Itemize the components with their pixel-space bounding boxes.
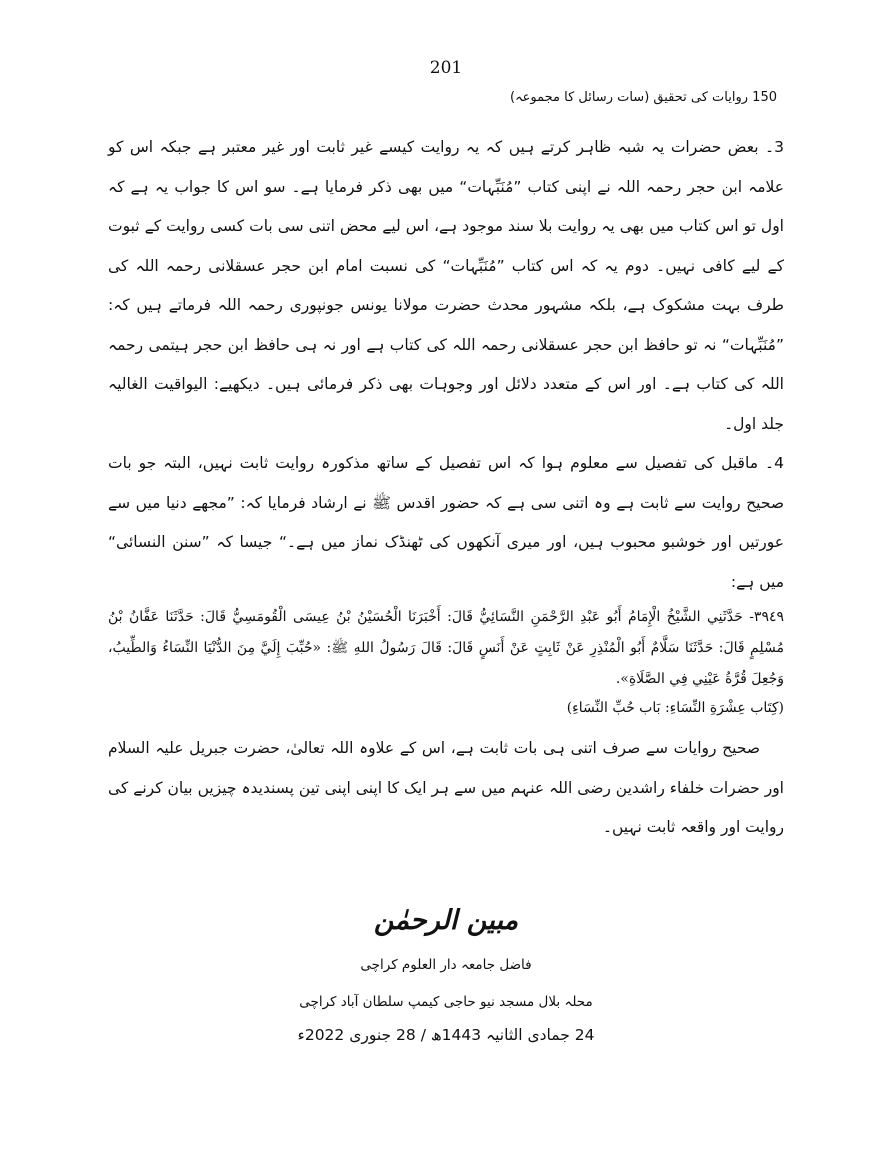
author-date: 24 جمادی الثانیہ 1443ھ / 28 جنوری 2022ء <box>297 1026 595 1044</box>
conclusion-paragraph: صحیح روایات سے صرف اتنی ہی بات ثابت ہے، اس کے علاوہ اللہ تعالیٰ، حضرت جبریل علیہ السلام اور حضرات خلفاء راشدین رضی اللہ عنہم میں سے ہر ایک کا اپنی اپنی تین پسندیدہ چیزیں بیان کرنے کی روایت اور واقعہ ثابت نہیں۔ <box>108 739 784 836</box>
paragraph-3: 3۔ بعض حضرات یہ شبہ ظاہر کرتے ہیں کہ یہ روایت کیسے غیر ثابت اور غیر معتبر ہے جبکہ اس کو علامہ ابن حجر رحمہ اللہ نے اپنی کتاب ”مُنَبِّہات“ میں بھی ذکر فرمایا ہے۔ سو اس کا جواب یہ ہے کہ اول تو اس کتاب میں بھی یہ روایت بلا سند موجود ہے، اس لیے محض اتنی سی بات کسی روایت کے ثبوت کے لیے کافی نہیں۔ دوم یہ کہ اس کتاب ”مُنَبِّہات“ کی نسبت امام ابن حجر عسقلانی رحمہ اللہ کی طرف بہت مشکوک ہے، بلکہ مشہور محدث حضرت مولانا یونس جونپوری رحمہ اللہ فرماتے ہیں کہ: ”مُنَبِّہات“ نہ تو حافظ ابن حجر عسقلانی رحمہ اللہ کی کتاب ہے اور نہ ہی حافظ ابن حجر ہیتمی رحمہ اللہ کی کتاب ہے۔ اور اس کے متعدد دلائل اور وجوہات بھی ذکر فرمائی ہیں۔ دیکھیے: الیواقیت الغالیہ جلد اول۔ <box>108 138 784 433</box>
hadith-arabic: ٣٩٤٩- حَدَّثَنِي الشَّيْخُ الْإِمَامُ أَبُو عَبْدِ الرَّحْمَنِ النَّسَائِيُّ قَالَ: أَخْبَرَنَا الْحُسَيْنُ بْنُ عِيسَى الْقُومَسِيُّ قَالَ: حَدَّثَنَا عَفَّانُ بْنُ مُسْلِمٍ قَالَ: حَدَّثَنَا سَلَّامٌ أَبُو الْمُنْذِرِ عَنْ ثَابِتٍ عَنْ أَنَسٍ قَالَ: قَالَ رَسُولُ اللهِ ﷺ: «حُبِّبَ إِلَيَّ مِنَ الدُّنْيَا النِّسَاءُ وَالطِّيبُ، وَجُعِلَ قُرَّةُ عَيْنِي فِي الصَّلَاةِ». <box>108 609 784 687</box>
page-number: 201 <box>429 58 463 78</box>
hadith-reference: (كِتَاب عِشْرَةِ النِّسَاءِ: بَاب حُبِّ النِّسَاءِ) <box>566 700 784 716</box>
body-text <box>108 128 784 848</box>
author-title: فاضل جامعہ دار العلوم کراچی <box>360 957 532 973</box>
running-header: 150 روایات کی تحقیق (سات رسائل کا مجموعہ) <box>509 90 777 105</box>
author-signature: مبین الرحمٰن <box>373 905 519 936</box>
signature-block <box>0 895 892 1049</box>
author-address: محلہ بلال مسجد نیو حاجی کیمپ سلطان آباد کراچی <box>299 994 593 1010</box>
paragraph-4: 4۔ ماقبل کی تفصیل سے معلوم ہوا کہ اس تفصیل کے ساتھ مذکورہ روایت ثابت نہیں، البتہ جو بات صحیح روایت سے ثابت ہے وہ اتنی سی ہے کہ حضور اقدس ﷺ نے ارشاد فرمایا کہ: ”مجھے دنیا میں سے عورتیں اور خوشبو محبوب ہیں، اور میری آنکھوں کی ٹھنڈک نماز میں ہے۔“ جیسا کہ ”سنن النسائی“ میں ہے: <box>108 454 784 591</box>
